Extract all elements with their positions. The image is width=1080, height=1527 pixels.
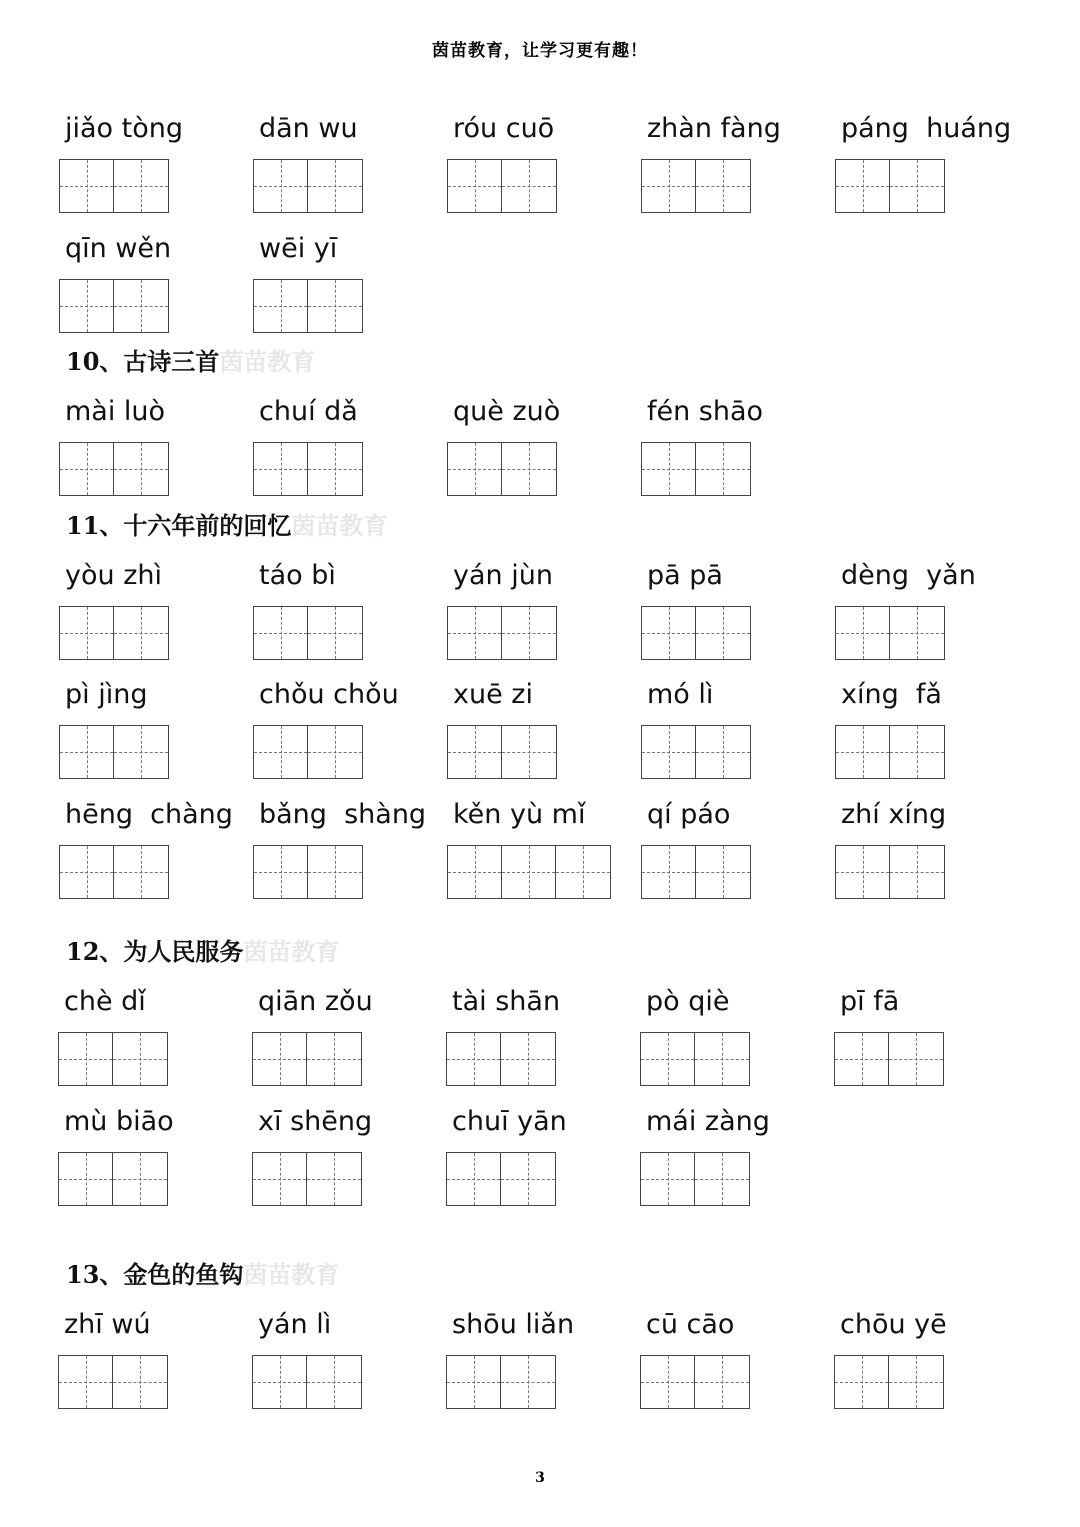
pinyin-text: táo bì <box>259 560 336 591</box>
character-box[interactable] <box>836 160 890 212</box>
character-writing-grid[interactable] <box>59 606 169 660</box>
pinyin-text: hēng chàng <box>65 799 233 830</box>
character-box[interactable] <box>836 846 890 898</box>
character-box[interactable] <box>254 280 308 332</box>
character-writing-grid[interactable] <box>446 1355 556 1409</box>
character-box[interactable] <box>60 280 114 332</box>
character-writing-grid[interactable] <box>640 1355 750 1409</box>
character-box[interactable] <box>501 1033 555 1085</box>
character-writing-grid[interactable] <box>58 1355 168 1409</box>
pinyin-text: xī shēng <box>258 1106 373 1137</box>
pinyin-text: qí páo <box>647 799 731 830</box>
character-box[interactable] <box>889 1356 943 1408</box>
character-box[interactable] <box>254 846 308 898</box>
watermark: 茵苗教育 <box>243 937 340 966</box>
character-box[interactable] <box>890 160 944 212</box>
character-writing-grid[interactable] <box>253 845 363 899</box>
character-box[interactable] <box>642 607 696 659</box>
character-box[interactable] <box>254 607 308 659</box>
character-box[interactable] <box>60 160 114 212</box>
character-box[interactable] <box>641 1153 695 1205</box>
character-box[interactable] <box>113 1356 167 1408</box>
character-box[interactable] <box>253 1356 307 1408</box>
character-writing-grid[interactable] <box>446 1032 556 1086</box>
character-box[interactable] <box>254 443 308 495</box>
character-box[interactable] <box>836 726 890 778</box>
character-writing-grid[interactable] <box>447 159 557 213</box>
character-box[interactable] <box>448 443 502 495</box>
character-box[interactable] <box>114 726 168 778</box>
pinyin-text: qīn wěn <box>65 233 172 264</box>
pinyin-text: què zuò <box>453 396 561 427</box>
character-box[interactable] <box>696 726 750 778</box>
section-title-10 <box>66 342 315 377</box>
character-box[interactable] <box>307 1033 361 1085</box>
character-writing-grid[interactable] <box>252 1032 362 1086</box>
character-writing-grid[interactable] <box>252 1355 362 1409</box>
character-writing-grid[interactable] <box>59 845 169 899</box>
pinyin-text: páng huáng <box>841 113 1012 144</box>
character-box[interactable] <box>59 1356 113 1408</box>
character-box[interactable] <box>696 160 750 212</box>
character-box[interactable] <box>113 1153 167 1205</box>
character-box[interactable] <box>502 443 556 495</box>
pinyin-text: fén shāo <box>647 396 764 427</box>
character-box[interactable] <box>308 846 362 898</box>
character-writing-grid[interactable] <box>59 442 169 496</box>
pinyin-text: dèng yǎn <box>841 560 976 591</box>
character-box[interactable] <box>114 846 168 898</box>
pinyin-text: zhī wú <box>64 1309 151 1340</box>
pinyin-text: yòu zhì <box>65 560 162 591</box>
character-writing-grid[interactable] <box>835 606 945 660</box>
character-box[interactable] <box>695 1033 749 1085</box>
pinyin-text: mó lì <box>647 679 714 710</box>
character-writing-grid[interactable] <box>835 159 945 213</box>
character-writing-grid[interactable] <box>253 159 363 213</box>
pinyin-text: róu cuō <box>453 113 555 144</box>
pinyin-text: mài luò <box>65 396 166 427</box>
pinyin-text: wēi yī <box>259 233 338 264</box>
character-box[interactable] <box>696 443 750 495</box>
pinyin-text: pī fā <box>840 986 900 1017</box>
character-writing-grid[interactable] <box>59 725 169 779</box>
character-box[interactable] <box>642 160 696 212</box>
character-box[interactable] <box>253 1033 307 1085</box>
character-box[interactable] <box>835 1356 889 1408</box>
page-number: 3 <box>535 1470 545 1486</box>
pinyin-text: xuē zi <box>453 679 533 710</box>
watermark: 茵苗教育 <box>219 347 316 376</box>
character-writing-grid[interactable] <box>58 1152 168 1206</box>
character-writing-grid[interactable] <box>835 725 945 779</box>
pinyin-text: xíng fǎ <box>841 679 942 710</box>
pinyin-text: zhí xíng <box>841 799 947 830</box>
character-box[interactable] <box>307 1153 361 1205</box>
character-box[interactable] <box>502 607 556 659</box>
character-writing-grid[interactable] <box>446 1152 556 1206</box>
character-writing-grid[interactable] <box>641 725 751 779</box>
section-title-text: 13、金色的鱼钩 <box>66 1260 244 1289</box>
character-box[interactable] <box>114 160 168 212</box>
character-box[interactable] <box>502 846 556 898</box>
character-box[interactable] <box>60 607 114 659</box>
character-box[interactable] <box>642 846 696 898</box>
character-writing-grid[interactable] <box>447 442 557 496</box>
character-box[interactable] <box>447 1153 501 1205</box>
pinyin-text: kěn yù mǐ <box>453 799 586 830</box>
watermark: 茵苗教育 <box>291 511 388 540</box>
character-box[interactable] <box>696 607 750 659</box>
character-box[interactable] <box>114 443 168 495</box>
pinyin-text: yán lì <box>258 1309 332 1340</box>
character-box[interactable] <box>307 1356 361 1408</box>
character-box[interactable] <box>502 160 556 212</box>
character-writing-grid[interactable] <box>641 159 751 213</box>
character-box[interactable] <box>641 1033 695 1085</box>
character-box[interactable] <box>114 607 168 659</box>
pinyin-text: zhàn fàng <box>647 113 781 144</box>
character-box[interactable] <box>448 726 502 778</box>
pinyin-text: chuí dǎ <box>259 396 358 427</box>
character-box[interactable] <box>59 1033 113 1085</box>
character-box[interactable] <box>890 607 944 659</box>
character-box[interactable] <box>60 846 114 898</box>
pinyin-text: jiǎo tòng <box>65 113 184 144</box>
character-writing-grid[interactable] <box>252 1152 362 1206</box>
character-writing-grid[interactable] <box>253 442 363 496</box>
character-box[interactable] <box>502 726 556 778</box>
character-writing-grid[interactable] <box>447 606 557 660</box>
character-writing-grid[interactable] <box>253 606 363 660</box>
character-box[interactable] <box>889 1033 943 1085</box>
character-box[interactable] <box>556 846 610 898</box>
pinyin-text: qiān zǒu <box>258 986 373 1017</box>
character-writing-grid[interactable] <box>447 845 611 899</box>
character-box[interactable] <box>254 726 308 778</box>
character-writing-grid[interactable] <box>58 1032 168 1086</box>
section-title-text: 10、古诗三首 <box>66 347 220 376</box>
character-box[interactable] <box>501 1153 555 1205</box>
character-writing-grid[interactable] <box>640 1032 750 1086</box>
character-box[interactable] <box>60 443 114 495</box>
character-box[interactable] <box>695 1153 749 1205</box>
section-title-13 <box>66 1255 339 1290</box>
character-writing-grid[interactable] <box>834 1032 944 1086</box>
section-title-text: 12、为人民服务 <box>66 937 244 966</box>
character-box[interactable] <box>501 1356 555 1408</box>
character-box[interactable] <box>113 1033 167 1085</box>
pinyin-text: chè dǐ <box>64 986 146 1017</box>
character-box[interactable] <box>890 846 944 898</box>
character-box[interactable] <box>253 1153 307 1205</box>
character-box[interactable] <box>642 443 696 495</box>
character-box[interactable] <box>308 280 362 332</box>
pinyin-text: pā pā <box>647 560 723 591</box>
watermark: 茵苗教育 <box>243 1260 340 1289</box>
character-box[interactable] <box>641 1356 695 1408</box>
character-box[interactable] <box>836 607 890 659</box>
character-box[interactable] <box>696 846 750 898</box>
character-writing-grid[interactable] <box>447 725 557 779</box>
character-box[interactable] <box>448 846 502 898</box>
character-box[interactable] <box>695 1356 749 1408</box>
character-writing-grid[interactable] <box>253 725 363 779</box>
character-box[interactable] <box>60 726 114 778</box>
character-box[interactable] <box>59 1153 113 1205</box>
pinyin-text: mù biāo <box>64 1106 174 1137</box>
pinyin-text: chōu yē <box>840 1309 947 1340</box>
character-writing-grid[interactable] <box>835 845 945 899</box>
section-title-text: 11、十六年前的回忆 <box>66 511 292 540</box>
pinyin-text: bǎng shàng <box>259 799 427 830</box>
character-box[interactable] <box>308 160 362 212</box>
pinyin-text: pò qiè <box>646 986 730 1017</box>
character-writing-grid[interactable] <box>253 279 363 333</box>
character-box[interactable] <box>254 160 308 212</box>
pinyin-text: chǒu chǒu <box>259 679 399 710</box>
character-box[interactable] <box>308 443 362 495</box>
character-box[interactable] <box>642 726 696 778</box>
page-header: 茵苗教育，让学习更有趣！ <box>432 41 648 61</box>
character-writing-grid[interactable] <box>641 845 751 899</box>
pinyin-text: cū cāo <box>646 1309 735 1340</box>
character-writing-grid[interactable] <box>641 442 751 496</box>
character-writing-grid[interactable] <box>834 1355 944 1409</box>
pinyin-text: dān wu <box>259 113 358 144</box>
character-writing-grid[interactable] <box>640 1152 750 1206</box>
character-writing-grid[interactable] <box>641 606 751 660</box>
section-title-11 <box>66 506 387 541</box>
section-title-12 <box>66 932 339 967</box>
character-box[interactable] <box>308 607 362 659</box>
pinyin-text: mái zàng <box>646 1106 770 1137</box>
character-box[interactable] <box>890 726 944 778</box>
character-box[interactable] <box>447 1356 501 1408</box>
pinyin-text: chuī yān <box>452 1106 567 1137</box>
pinyin-text: tài shān <box>452 986 561 1017</box>
character-box[interactable] <box>308 726 362 778</box>
character-box[interactable] <box>114 280 168 332</box>
character-box[interactable] <box>835 1033 889 1085</box>
pinyin-text: pì jìng <box>65 679 148 710</box>
character-writing-grid[interactable] <box>59 159 169 213</box>
pinyin-text: shōu liǎn <box>452 1309 575 1340</box>
pinyin-text: yán jùn <box>453 560 553 591</box>
character-box[interactable] <box>448 607 502 659</box>
character-writing-grid[interactable] <box>59 279 169 333</box>
character-box[interactable] <box>448 160 502 212</box>
character-box[interactable] <box>447 1033 501 1085</box>
